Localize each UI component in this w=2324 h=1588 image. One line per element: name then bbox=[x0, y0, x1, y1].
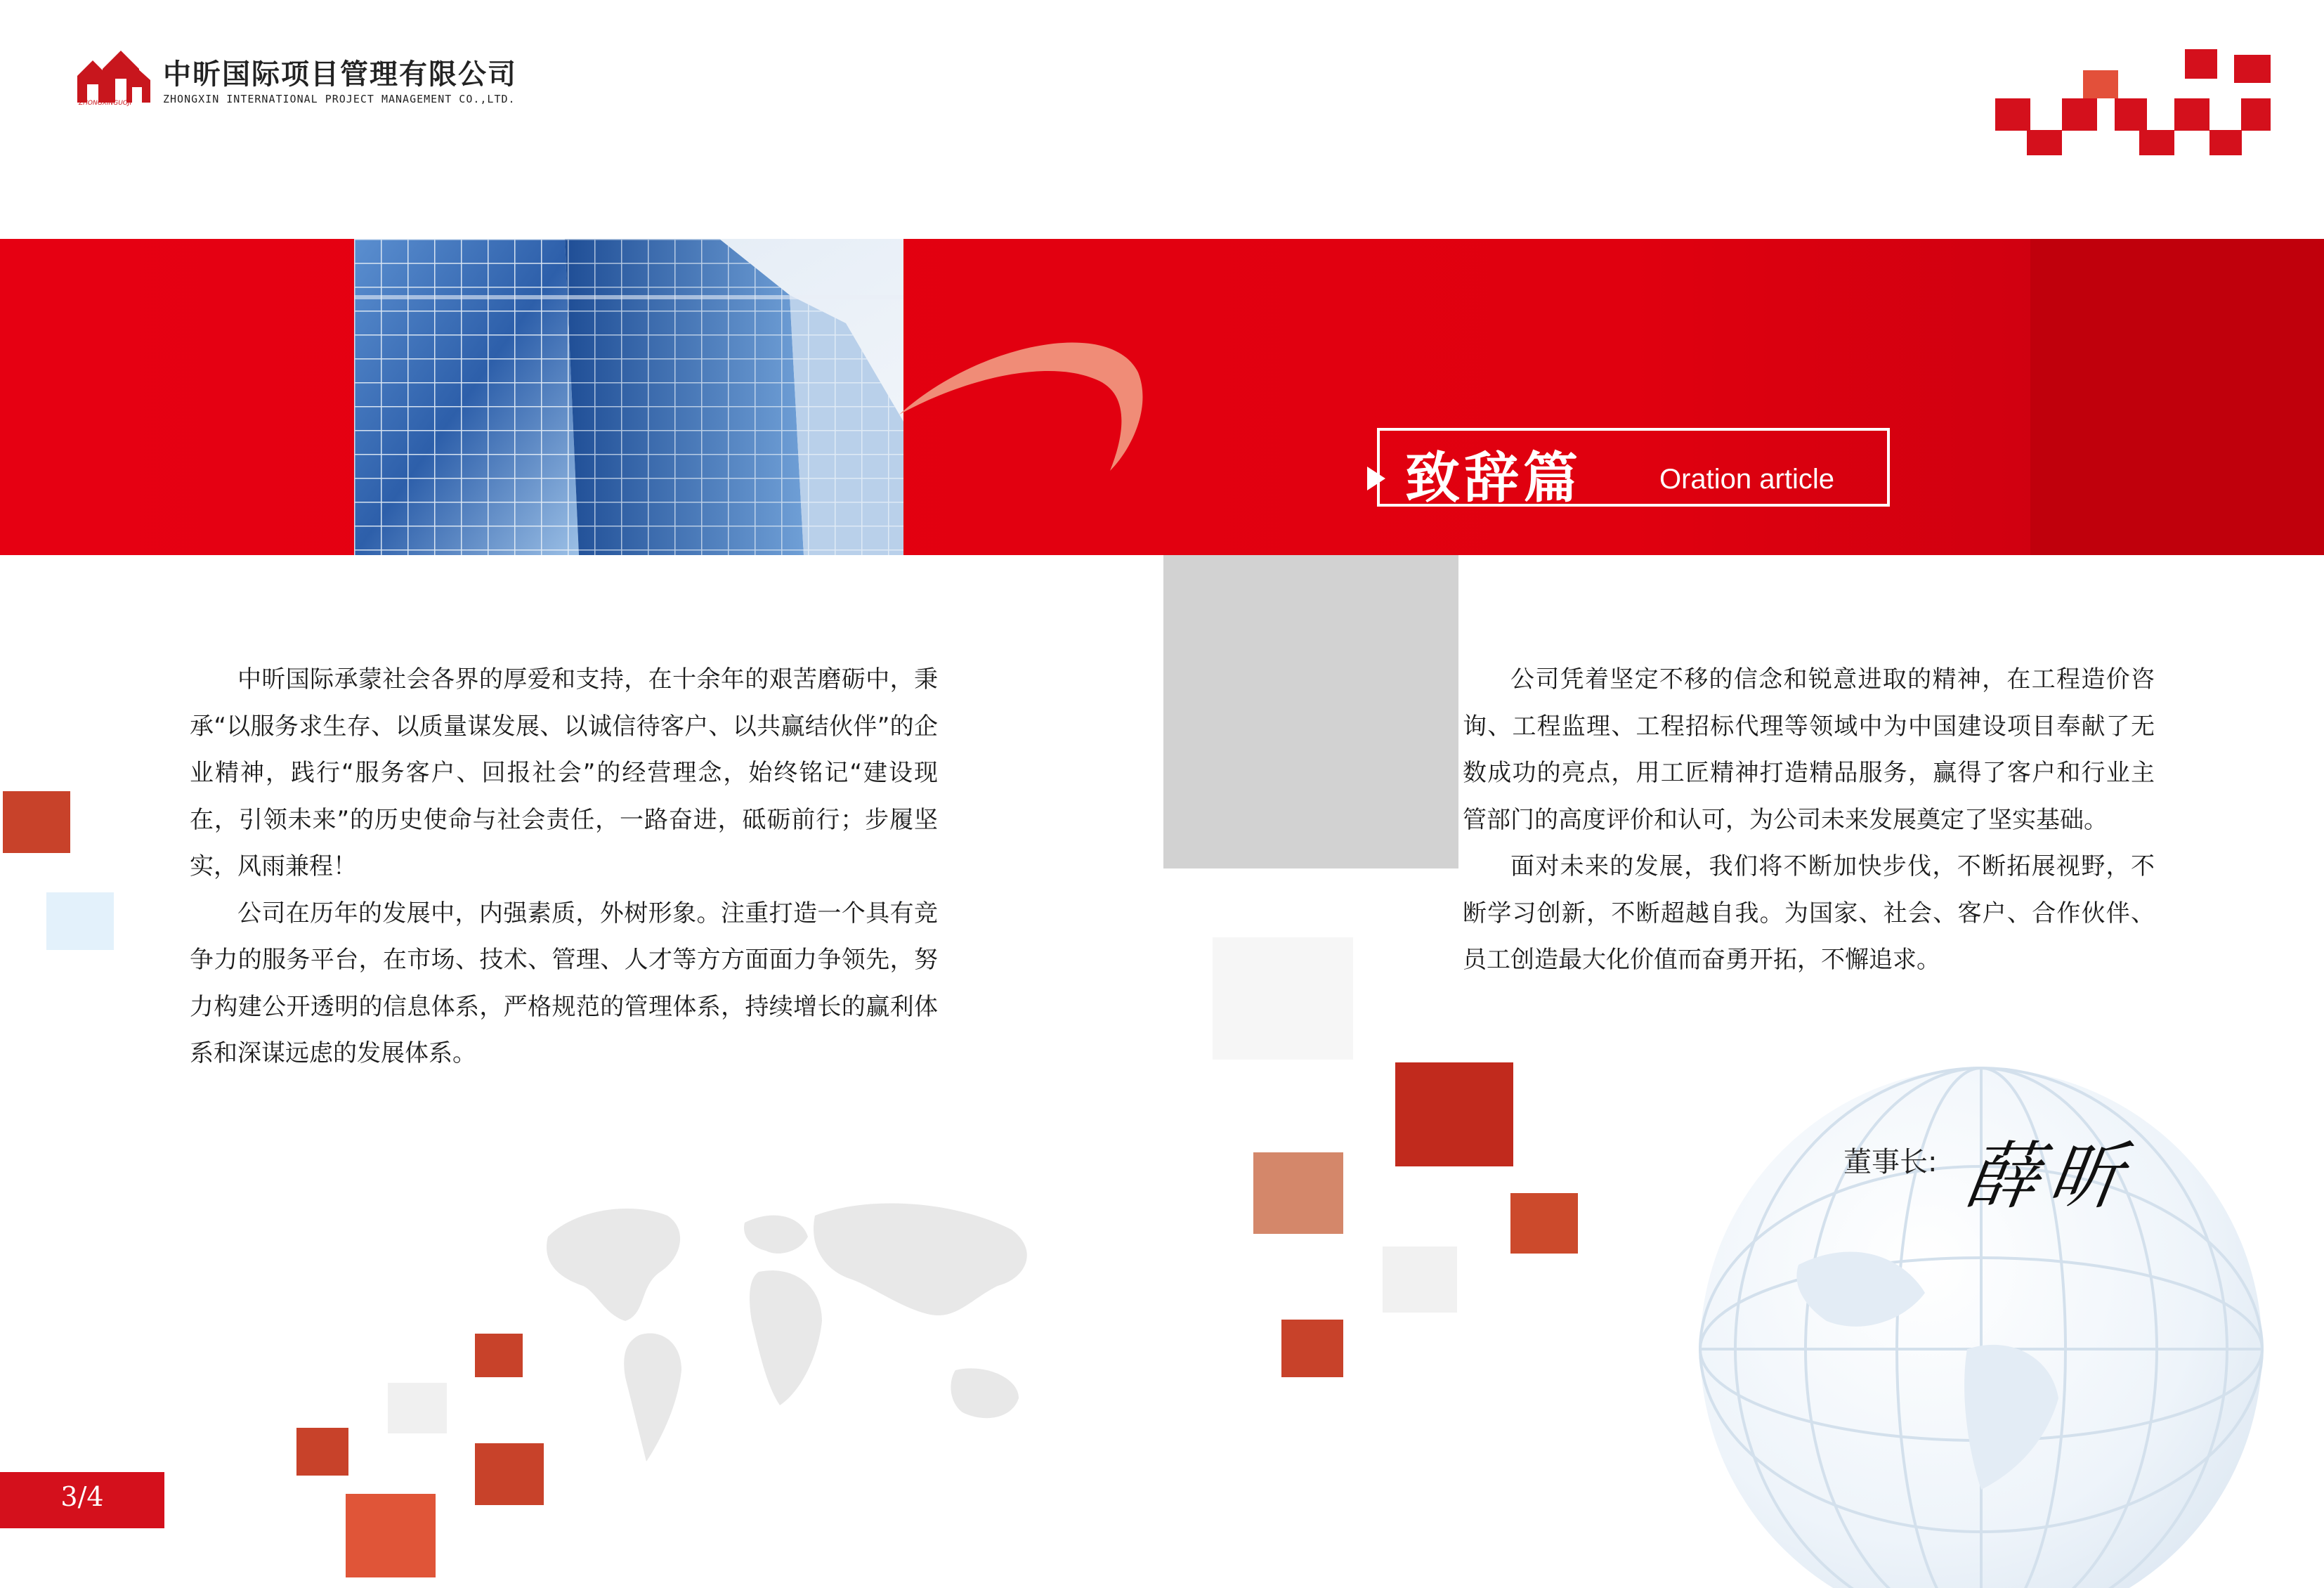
chairman-signature: 薛昕 bbox=[1960, 1133, 2139, 1219]
signature-label: 董事长: bbox=[1843, 1146, 1938, 1178]
left-paragraph-2: 公司在历年的发展中，内强素质，外树形象。注重打造一个具有竞争力的服务平台，在市场、技术、管理、人才等方方面面力争领先，努力构建公开透明的信息体系，严格规范的管理体系，持续增长的赢利体系和深谋远虑的发展体系。 bbox=[190, 899, 938, 1067]
world-map-graphic bbox=[534, 1180, 1054, 1483]
header-banner bbox=[0, 239, 2324, 555]
right-paragraph-2: 面对未来的发展，我们将不断加快步伐，不断拓展视野，不断学习创新，不断超越自我。为国家、社会、客户、合作伙伴、员工创造最大化价值而奋勇开拓，不懈追求。 bbox=[1463, 852, 2155, 974]
company-name-en: ZHONGXIN INTERNATIONAL PROJECT MANAGEMENT CO.,LTD. bbox=[163, 93, 516, 105]
section-title-cn: 致辞篇 bbox=[1405, 447, 1583, 510]
banner-dark-end bbox=[2030, 239, 2324, 555]
company-name-cn: 中昕国际项目管理有限公司 bbox=[163, 58, 517, 91]
page-number: 3/4 bbox=[60, 1481, 104, 1512]
title-arrow-icon bbox=[1367, 467, 1385, 490]
left-paragraph-1: 中昕国际承蒙社会各界的厚爱和支持，在十余年的艰苦磨砺中，秉承“以服务求生存、以质量谋发展、以诚信待客户、以共赢结伙伴”的企业精神，践行“服务客户、回报社会”的经营理念，始终铭记“建设现在，引领未来”的历史使命与社会责任，一路奋进，砥砺前行；步履坚实，风雨兼程！ bbox=[190, 665, 938, 880]
company-logo-icon bbox=[77, 48, 150, 107]
left-text-column bbox=[190, 656, 938, 1077]
grey-accent-block bbox=[1163, 555, 1458, 868]
swoosh-decoration bbox=[899, 330, 1152, 478]
section-title-en: Oration article bbox=[1659, 464, 1834, 495]
building-photo bbox=[354, 239, 903, 555]
logo-subtext: ZHONGXINGUOJI bbox=[79, 100, 132, 107]
right-paragraph-1: 公司凭着坚定不移的信念和锐意进取的精神，在工程造价咨询、工程监理、工程招标代理等领域中为中国建设项目奉献了无数成功的亮点，用工匠精神打造精品服务，赢得了客户和行业主管部门的高度评价和认可，为公司未来发展奠定了坚实基础。 bbox=[1463, 665, 2155, 834]
right-text-column bbox=[1463, 656, 2155, 984]
